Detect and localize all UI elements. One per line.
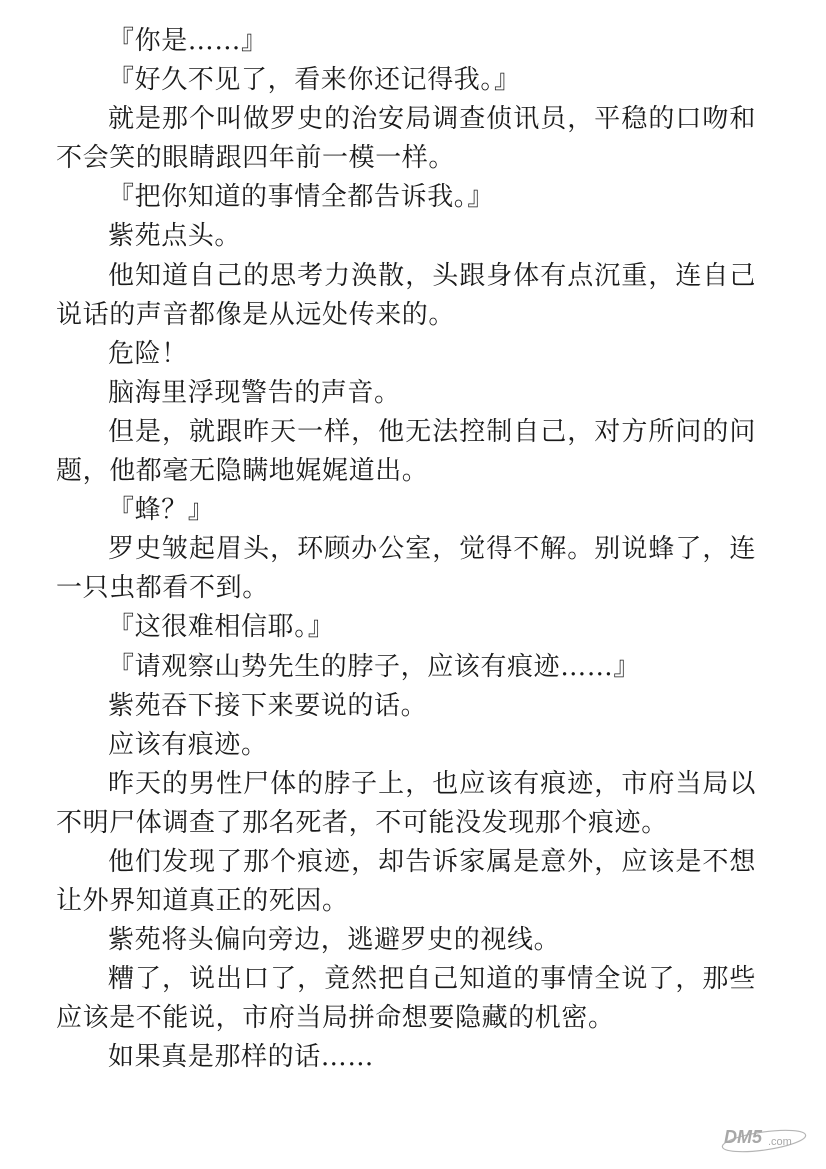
paragraph: 紫苑点头。 xyxy=(108,221,242,252)
paragraph: 应该有痕迹。 xyxy=(108,729,268,760)
paragraph: 紫苑吞下接下来要说的话。 xyxy=(108,690,428,721)
paragraph: 『好久不见了，看来你还记得我。』 xyxy=(108,65,521,96)
paragraph: 但是，就跟昨天一样，他无法控制自己，对方所问的问题，他都毫无隐瞒地娓娓道出。 xyxy=(56,416,756,487)
watermark-logo xyxy=(718,1119,810,1153)
paragraph: 他知道自己的思考力涣散，头跟身体有点沉重，连自己说话的声音都像是从远处传来的。 xyxy=(56,260,756,330)
paragraph: 脑海里浮现警告的声音。 xyxy=(108,377,401,408)
paragraph: 罗史皱起眉头，环顾办公室，觉得不解。别说蜂了，连一只虫都看不到。 xyxy=(56,534,756,604)
paragraph: 紫苑将头偏向旁边，逃避罗史的视线。 xyxy=(108,925,561,956)
novel-text xyxy=(56,22,756,1078)
paragraph: 『把你知道的事情全都告诉我。』 xyxy=(108,182,495,213)
paragraph: 『你是……』 xyxy=(108,26,268,56)
paragraph: 『这很难相信耶。』 xyxy=(108,612,335,643)
paragraph: 『请观察山势先生的脖子，应该有痕迹……』 xyxy=(108,651,641,682)
svg-text:DM5: DM5 xyxy=(724,1127,763,1147)
paragraph: 糟了，说出口了，竟然把自己知道的事情全说了，那些应该是不能说，市府当局拼命想要隐藏的机密。 xyxy=(56,964,756,1034)
svg-text:.com: .com xyxy=(768,1136,792,1148)
paragraph: 他们发现了那个痕迹，却告诉家属是意外，应该是不想让外界知道真正的死因。 xyxy=(56,846,756,917)
paragraph: 如果真是那样的话…… xyxy=(108,1042,375,1073)
paragraph: 『蜂？』 xyxy=(108,495,215,526)
paragraph: 昨天的男性尸体的脖子上，也应该有痕迹，市府当局以不明尸体调查了那名死者，不可能没发现那个痕迹。 xyxy=(56,768,756,838)
paragraph: 就是那个叫做罗史的治安局调查侦讯员，平稳的口吻和不会笑的眼睛跟四年前一模一样。 xyxy=(56,104,756,174)
paragraph: 危险！ xyxy=(108,338,188,369)
